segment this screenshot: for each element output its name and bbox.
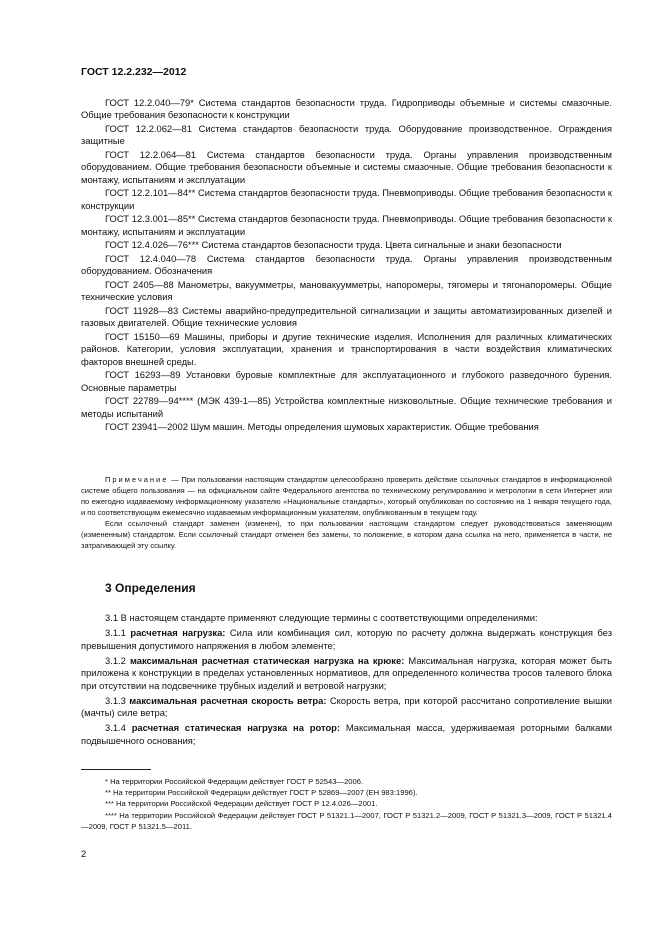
footnotes xyxy=(81,776,612,832)
reference-item: ГОСТ 22789—94**** (МЭК 439-1—85) Устройства комплектные низковольтные. Общие технические требования и методы испытаний xyxy=(81,395,612,419)
definitions-list xyxy=(81,612,612,750)
definition-number: 3.1.3 xyxy=(105,694,126,706)
reference-item: ГОСТ 12.2.101—84** Система стандартов безопасности труда. Пневмоприводы. Общие требования безопасности к конструкции xyxy=(81,187,612,211)
definition-term: расчетная статическая нагрузка на ротор: xyxy=(131,722,341,734)
reference-item: ГОСТ 23941—2002 Шум машин. Методы определения шумовых характеристик. Общие требования xyxy=(105,421,539,433)
footnote-item: *** На территории Российской Федерации действует ГОСТ Р 12.4.026—2001. xyxy=(105,799,378,809)
definition-item xyxy=(81,655,612,693)
definition-text: Сила или комбинация сил, которую по расчету должна выдержать конструкция без превышения допустимого напряжения в любом элементе; xyxy=(81,627,612,651)
definition-item xyxy=(81,627,612,652)
reference-item: ГОСТ 12.4.040—78 Система стандартов безопасности труда. Органы управления производственным оборудованием. Обозначения xyxy=(81,253,612,277)
footnote-item: **** На территории Российской Федерации действует ГОСТ Р 51321.1—2007, ГОСТ Р 51321.2—2009, ГОСТ Р 51321.3—2009, ГОСТ Р 51321.4—2009, ГОСТ Р 51321.5—2011. xyxy=(81,810,612,831)
definition-item xyxy=(81,722,612,747)
document-header: ГОСТ 12.2.232—2012 xyxy=(81,66,187,78)
section-heading: 3 Определения xyxy=(105,581,196,595)
reference-item: ГОСТ 12.4.026—76*** Система стандартов безопасности труда. Цвета сигнальные и знаки безопасности xyxy=(105,239,562,251)
note-paragraph-2: Если ссылочный стандарт заменен (изменен), то при пользовании настоящим стандартом следует руководствоваться заменяющим (измененным) стандартом. Если ссылочный стандарт отменен без замены, то положение, в котором дана ссылка на него, применяется в части, не затрагивающей эту ссылку. xyxy=(81,519,612,550)
footnote-item: * На территории Российской Федерации действует ГОСТ Р 52543—2006. xyxy=(105,777,364,786)
definition-number: 3.1.4 xyxy=(105,722,126,734)
note-text: — При пользовании настоящим стандартом целесообразно проверить действие ссылочных стандартов в информационной системе общего пользования — на официальном сайте Федерального агентства по техническому регулированию и метрологии в сети Интернет или по ежегодно издаваемому информационному указателю «Национальные стандарты», который опубликован по состоянию на 1 января текущего года, и по соответствующим ежемесячно издаваемым информационным указателям, опубликованным в текущем году. xyxy=(81,475,612,517)
note-label: Примечание xyxy=(105,475,169,484)
footnote-item: ** На территории Российской Федерации действует ГОСТ Р 52869—2007 (ЕН 983:1996). xyxy=(105,788,418,798)
footnote-divider xyxy=(81,769,151,770)
reference-item: ГОСТ 12.2.040—79* Система стандартов безопасности труда. Гидроприводы объемные и системы смазочные. Общие требования безопасности к конструкции xyxy=(81,97,612,121)
note-paragraph xyxy=(81,474,612,518)
note-block xyxy=(81,474,612,551)
definition-item xyxy=(81,695,612,720)
definition-text: Максимальная нагрузка, которая может быть приложена к конструкции в пределах установленных нормативов, для определенного количества тросов талевого блока при отсутствии на подсвечнике трубных изделий и ветровой нагрузки; xyxy=(81,654,612,691)
reference-item: ГОСТ 12.3.001—85** Система стандартов безопасности труда. Пневмоприводы. Общие требования безопасности к монтажу, испытаниям и эксплуатации xyxy=(81,213,612,237)
definitions-intro: 3.1 В настоящем стандарте применяют следующие термины с соответствующими определениями: xyxy=(105,612,538,623)
reference-item: ГОСТ 11928—83 Системы аварийно-предупредительной сигнализации и защиты автоматизированных дизелей и газовых двигателей. Общие технические условия xyxy=(81,305,612,329)
reference-item: ГОСТ 16293—89 Установки буровые комплектные для эксплуатационного и глубокого разведочного бурения. Основные параметры xyxy=(81,369,612,393)
page-number: 2 xyxy=(81,849,87,860)
definition-text: Максимальная масса, удерживаемая роторными балками подвышечного основания; xyxy=(81,722,612,746)
reference-item: ГОСТ 12.2.062—81 Система стандартов безопасности труда. Оборудование производственное. Ограждения защитные xyxy=(81,123,612,147)
reference-item: ГОСТ 15150—69 Машины, приборы и другие технические изделия. Исполнения для различных климатических районов. Категории, условия эксплуатации, хранения и транспортирования в части воздействия климатических факторов внешней среды. xyxy=(81,331,612,367)
reference-list xyxy=(81,97,612,435)
definition-number: 3.1.2 xyxy=(105,654,126,666)
reference-item: ГОСТ 2405—88 Манометры, вакуумметры, мановакуумметры, напоромеры, тягомеры и тягонапоромеры. Общие технические условия xyxy=(81,279,612,303)
definition-term: расчетная нагрузка: xyxy=(130,627,226,639)
reference-item: ГОСТ 12.2.064—81 Система стандартов безопасности труда. Органы управления производственным оборудованием. Общие требования безопасности объемные и системы смазочные. Общие требования безопасности к монтажу, испытаниям и эксплуатации xyxy=(81,149,612,185)
definition-number: 3.1.1 xyxy=(105,627,126,639)
definition-term: максимальная расчетная статическая нагрузка на крюке: xyxy=(129,654,405,666)
definition-term: максимальная расчетная скорость ветра: xyxy=(129,694,327,706)
definition-text: Скорость ветра, при которой рассчитано сопротивление вышки (мачты) силе ветра; xyxy=(81,694,613,719)
